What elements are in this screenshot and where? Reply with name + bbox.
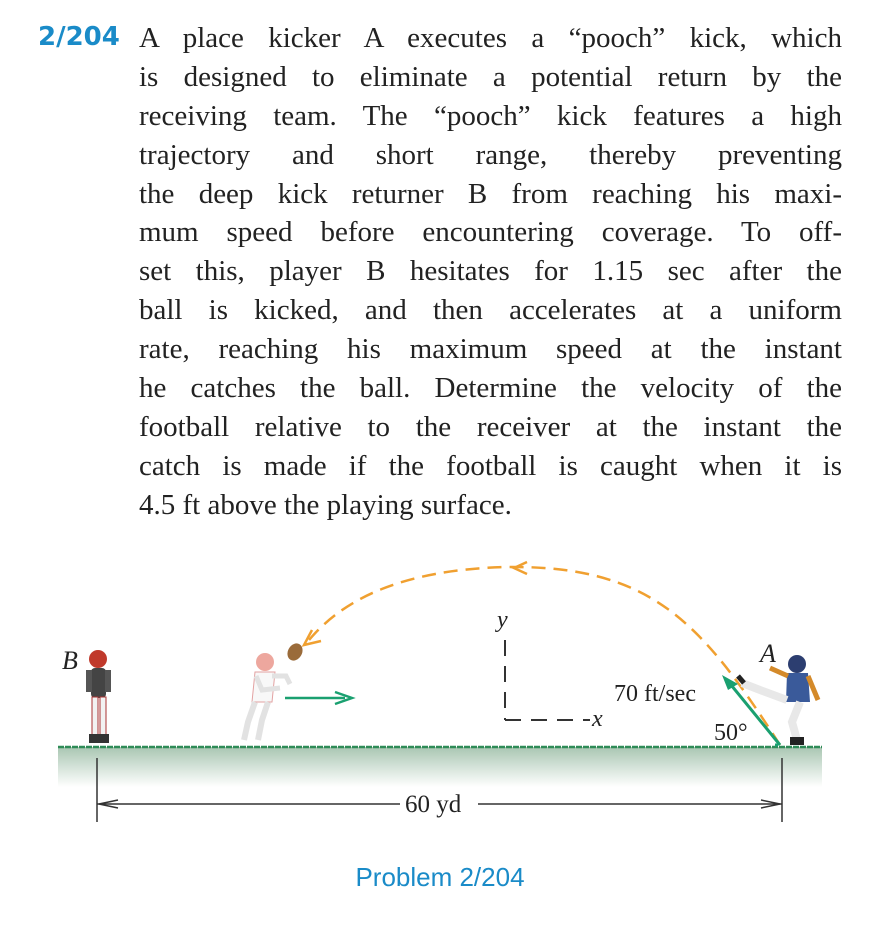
statement-line: 4.5 ft above the playing surface.	[139, 488, 512, 521]
statement-line: trajectory and short range, thereby preventing	[139, 138, 842, 171]
axis-x-label: x	[592, 706, 603, 732]
axis-y-label: y	[497, 607, 508, 633]
statement-line: catch is made if the football is caught when it is	[139, 449, 842, 482]
ground	[58, 747, 822, 787]
statement-line: receiving team. The “pooch” kick features a high	[139, 99, 842, 132]
football-icon	[284, 641, 305, 664]
statement-line: is designed to eliminate a potential return by the	[139, 60, 842, 93]
statement-line: A place kicker A executes a “pooch” kick, which	[139, 22, 842, 54]
trajectory-path	[305, 567, 780, 745]
label-b: B	[62, 646, 78, 675]
statement-line: the deep kick returner B from reaching his maxi-	[139, 177, 842, 210]
angle-label: 50°	[714, 720, 748, 746]
statement-line: mum speed before encountering coverage. To off-	[139, 216, 842, 249]
player-b-figure	[86, 650, 111, 743]
distance-label: 60 yd	[405, 791, 462, 818]
speed-label: 70 ft/sec	[614, 681, 696, 707]
statement-line: set this, player B hesitates for 1.15 sec after the	[139, 255, 842, 288]
statement-line: he catches the ball. Determine the velocity of the	[139, 372, 842, 405]
problem-number: 2/204	[38, 22, 120, 52]
statement-line: football relative to the receiver at the instant the	[139, 410, 842, 443]
velocity-arrowhead-icon	[722, 675, 738, 690]
figure-caption: Problem 2/204	[355, 862, 525, 892]
label-a: A	[760, 639, 776, 668]
statement-line: ball is kicked, and then accelerates at a uniform	[139, 294, 842, 327]
statement-line: rate, reaching his maximum speed at the instant	[139, 333, 842, 366]
receiver-figure	[244, 653, 290, 740]
